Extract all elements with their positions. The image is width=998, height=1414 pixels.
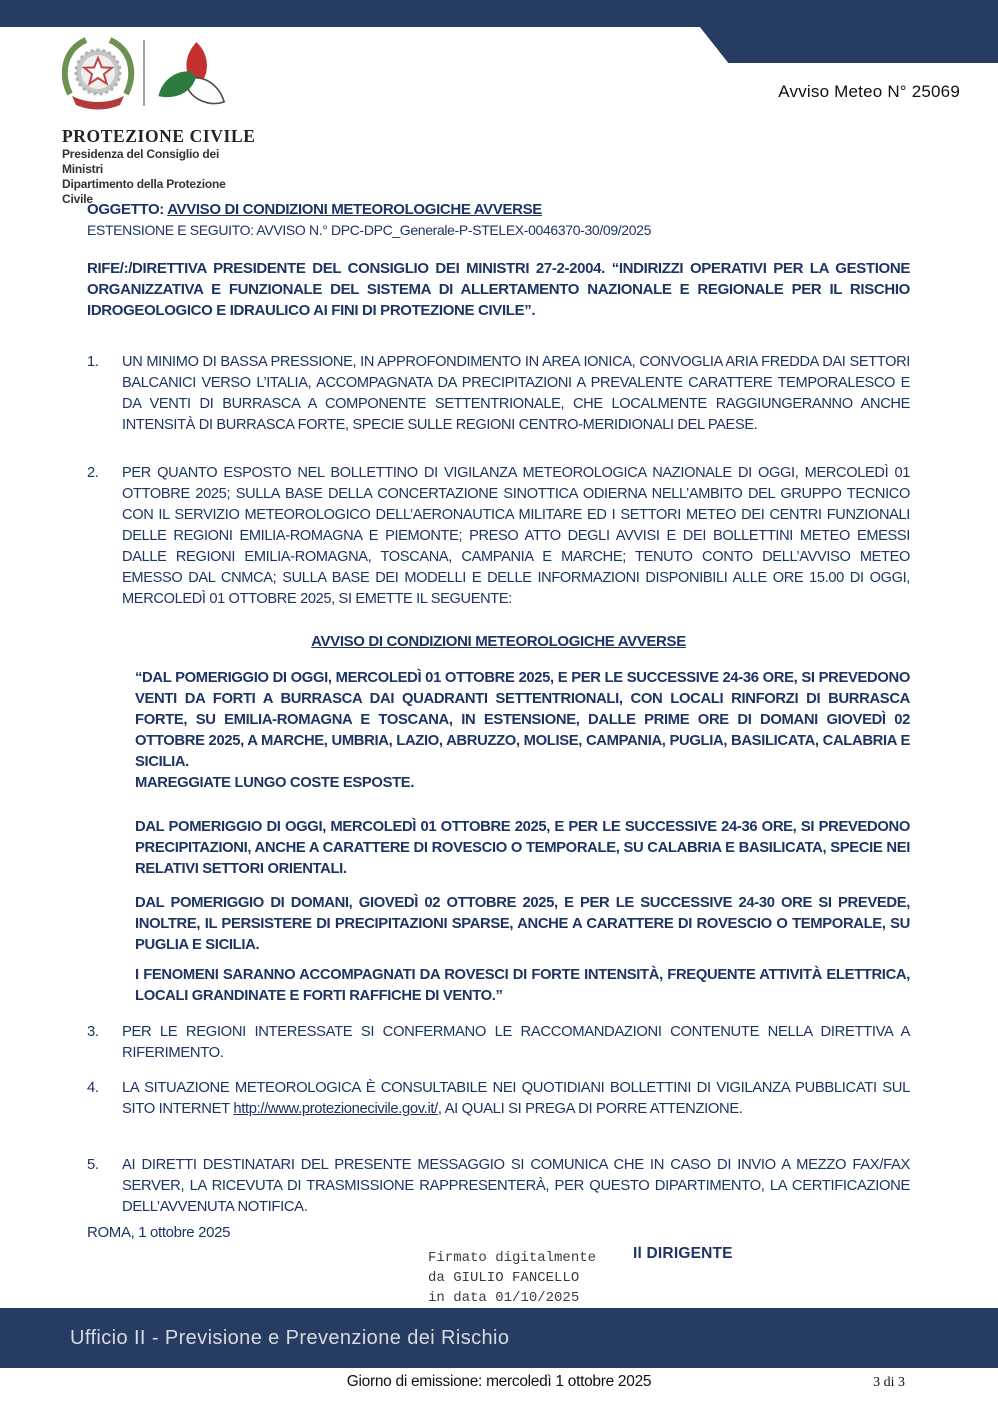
quote-text-2: MAREGGIATE LUNGO COSTE ESPOSTE. [135, 775, 415, 791]
logo-graphics [62, 36, 238, 118]
item-text: PER LE REGIONI INTERESSATE SI CONFERMANO LE RACCOMANDAZIONI CONTENUTE NELLA DIRETTIVA A RIFERIMENTO. [122, 1024, 910, 1061]
item-number: 3. [87, 1024, 99, 1040]
item-number: 4. [87, 1080, 99, 1096]
oggetto-value: AVVISO DI CONDIZIONI METEOROLOGICHE AVVERSE [167, 201, 542, 218]
oggetto-line [87, 200, 910, 220]
place-date: ROMA, 1 ottobre 2025 [87, 1224, 231, 1241]
list-item-5 [87, 1155, 910, 1218]
quote-paragraph-4: I FENOMENI SARANNO ACCOMPAGNATI DA ROVESCI DI FORTE INTENSITÀ, FREQUENTE ATTIVITÀ ELETTRICA, LOCALI GRANDINATE E FORTI RAFFICHE DI VENTO.” [135, 967, 910, 1004]
footer-bar [0, 1308, 998, 1368]
signature-line-1: Firmato digitalmente [428, 1250, 597, 1266]
quote-paragraph-1 [135, 668, 910, 794]
item-number: 1. [87, 354, 99, 370]
quote-paragraph-3: DAL POMERIGGIO DI DOMANI, GIOVEDÌ 02 OTTOBRE 2025, E PER LE SUCCESSIVE 24-30 ORE SI PREVEDE, INOLTRE, IL PERSISTERE DI PRECIPITAZIONI SPARSE, ANCHE A CARATTERE DI ROVESCIO O TEMPORALE, SU PUGLIA E SICILIA. [135, 895, 910, 953]
protezionecivile-link[interactable]: http://www.protezionecivile.gov.it/ [233, 1101, 438, 1117]
quote-text: “DAL POMERIGGIO DI OGGI, MERCOLEDÌ 01 OTTOBRE 2025, E PER LE SUCCESSIVE 24-36 ORE, SI PREVEDONO VENTI DA FORTI A BURRASCA DAI QUADRANTI SETTENTRIONALI, CON LOCALI RINFORZI DI BURRASCA FORTE, SU EMILIA-ROMAGNA E TOSCANA, IN ESTENSIONE, DALLE PRIME ORE DI DOMANI GIOVEDÌ 02 OTTOBRE 2025, A MARCHE, UMBRIA, LAZIO, ABRUZZO, MOLISE, CAMPANIA, PUGLIA, BASILICATA, CALABRIA E SICILIA. [135, 670, 910, 770]
item-text: AI DIRETTI DESTINATARI DEL PRESENTE MESSAGGIO SI COMUNICA CHE IN CASO DI INVIO A MEZZO FAX/FAX SERVER, LA RICEVUTA DI TRASMISSIONE RAPPRESENTERÀ, PER QUESTO DIPARTIMENTO, LA CERTIFICAZIONE DELL’AVVENUTA NOTIFICA. [122, 1157, 910, 1215]
logo-org-name: PROTEZIONE CIVILE [62, 126, 256, 146]
avviso-number: Avviso Meteo N° 25069 [778, 82, 960, 101]
signature-line-2: da GIULIO FANCELLO [428, 1270, 580, 1286]
item-number: 2. [87, 465, 99, 481]
list-item-1 [87, 352, 910, 436]
item-text: UN MINIMO DI BASSA PRESSIONE, IN APPROFONDIMENTO IN AREA IONICA, CONVOGLIA ARIA FREDDA DAI SETTORI BALCANICI VERSO L’ITALIA, ACCOMPAGNATA DA PRECIPITAZIONI A PREVALENTE CARATTERE TEMPORALESCO E DA VENTI DI BURRASCA A COMPONENTE SETTENTRIONALE, CHE LOCALMENTE RAGGIUNGERANNO ANCHE INTENSITÀ DI BURRASCA FORTE, SPECIE SULLE REGIONI CENTRO-MERIDIONALI DEL PAESE. [122, 354, 910, 433]
logo-sub-line2: Dipartimento della Protezione Civile [62, 177, 226, 206]
avviso-heading: AVVISO DI CONDIZIONI METEOROLOGICHE AVVERSE [311, 633, 686, 650]
logo-sub-line1: Presidenza del Consiglio dei Ministri [62, 147, 220, 176]
digital-signature-stamp [428, 1248, 596, 1308]
footer-office-label: Ufficio II - Previsione e Prevenzione dei Rischio [70, 1326, 510, 1349]
list-item-3 [87, 1022, 910, 1064]
item-text-pre: LA SITUAZIONE METEOROLOGICA È CONSULTABILE NEI QUOTIDIANI BOLLETTINI DI VIGILANZA PUBBLICATI SUL SITO INTERNET [122, 1080, 910, 1117]
item-text-post: , AI QUALI SI PREGA DI PORRE ATTENZIONE. [437, 1101, 743, 1117]
oggetto-label: OGGETTO: [87, 201, 168, 218]
header-corner-shape [700, 0, 998, 63]
quote-paragraph-2: DAL POMERIGGIO DI OGGI, MERCOLEDÌ 01 OTTOBRE 2025, E PER LE SUCCESSIVE 24-36 ORE, SI PREVEDONO PRECIPITAZIONI, ANCHE A CARATTERE DI ROVESCIO O TEMPORALE, SU CALABRIA E BASILICATA, SPECIE NEI RELATIVI SETTORI ORIENTALI. [135, 819, 910, 877]
page-number: 3 di 3 [873, 1375, 905, 1390]
item-number: 5. [87, 1157, 99, 1173]
item-text [122, 1078, 910, 1120]
emission-date-line: Giorno di emissione: mercoledì 1 ottobre 2025 [346, 1373, 652, 1390]
list-item-4 [87, 1078, 910, 1120]
italian-emblem-icon [65, 40, 131, 110]
list-item-2 [87, 463, 910, 610]
signer-role: Il DIRIGENTE [633, 1245, 733, 1262]
triskelion-icon [150, 37, 235, 114]
signature-line-3: in data 01/10/2025 [428, 1290, 580, 1306]
protezione-civile-logo [62, 36, 256, 207]
estensione-line: ESTENSIONE E SEGUITO: AVVISO N.° DPC-DPC_Generale-P-STELEX-0046370-30/09/2025 [87, 222, 652, 238]
rife-paragraph: RIFE/:/DIRETTIVA PRESIDENTE DEL CONSIGLIO DEI MINISTRI 27-2-2004. “INDIRIZZI OPERATIVI PER LA GESTIONE ORGANIZZATIVA E FUNZIONALE DEL SISTEMA DI ALLERTAMENTO NAZIONALE E REGIONALE PER IL RISCHIO IDROGEOLOGICO E IDRAULICO AI FINI DI PROTEZIONE CIVILE”. [87, 260, 910, 319]
item-text: PER QUANTO ESPOSTO NEL BOLLETTINO DI VIGILANZA METEOROLOGICA NAZIONALE DI OGGI, MERCOLEDÌ 01 OTTOBRE 2025; SULLA BASE DELLA CONCERTAZIONE SINOTTICA ODIERNA NELL’AMBITO DEL GRUPPO TECNICO CON IL SERVIZIO METEOROLOGICO DELL’AERONAUTICA MILITARE ED I SETTORI METEO DEI CENTRI FUNZIONALI DELLE REGIONI EMILIA-ROMAGNA E PIEMONTE; PRESO ATTO DEGLI AVVISI E DEI BOLLETTINI METEO EMESSI DALLE REGIONI EMILIA-ROMAGNA, TOSCANA, CAMPANIA E MARCHE; TENUTO CONTO DELL’AVVISO METEO EMESSO DAL CNMCA; SULLA BASE DEI MODELLI E DELLE INFORMAZIONI DISPONIBILI ALLE ORE 15.00 DI OGGI, MERCOLEDÌ 01 OTTOBRE 2025, SI EMETTE IL SEGUENTE: [122, 465, 910, 607]
